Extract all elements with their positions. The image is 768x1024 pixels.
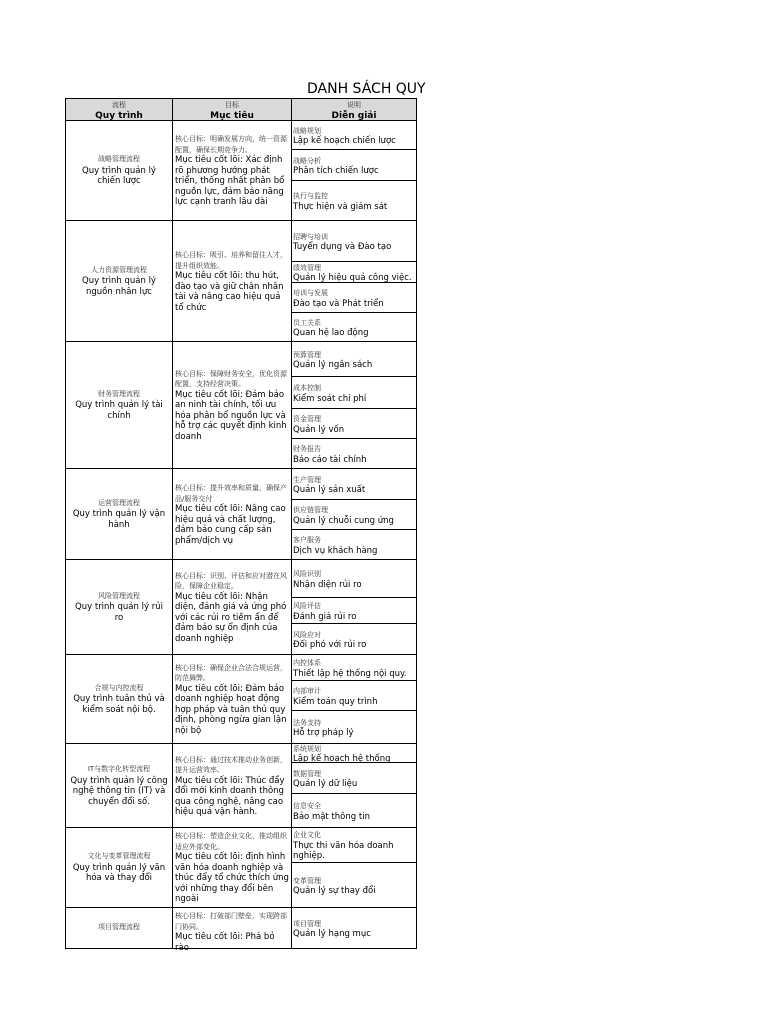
description-cell [291, 220, 417, 262]
description-cell [291, 597, 417, 624]
header-cjk-label: 目标 [225, 101, 239, 109]
description-text: Đào tạo và Phát triển [293, 298, 384, 309]
description-cjk-text: 供应链管理 [293, 506, 328, 514]
objective-cell [172, 907, 292, 953]
objective-text: Mục tiêu cốt lõi: Thúc đẩy đổi mới kinh doanh thông qua công nghệ, nâng cao hiệu quả vận hành. [175, 775, 285, 817]
process-name: Quy trình quản lý chiến lược [82, 165, 156, 187]
description-cjk-text: 系统规划 [293, 744, 321, 753]
description-text: Thực thi văn hóa doanh nghiệp. [293, 840, 394, 862]
process-name: Quy trình tuân thủ và kiểm soát nội bộ. [73, 694, 165, 715]
process-cell [65, 559, 173, 655]
description-text: Thiết lập hệ thống nội quy. [293, 668, 407, 679]
description-cell [291, 762, 417, 794]
description-text: Phân tích chiến lược [293, 166, 379, 176]
description-cjk-text: 成本控制 [293, 384, 321, 392]
description-cell [291, 438, 417, 469]
process-name: Quy trình quản lý tài chính [75, 400, 163, 421]
description-cell [291, 499, 417, 530]
description-text: Dịch vụ khách hàng [293, 545, 378, 556]
process-cjk-name: 风险管理流程 [98, 591, 140, 600]
description-cell [291, 120, 417, 150]
process-cell [65, 827, 173, 908]
header-label: Diễn giải [331, 111, 377, 121]
description-cjk-text: 资金管理 [293, 415, 321, 423]
objective-text: Mục tiêu cốt lõi: Xác định rõ phương hướng phát triển, thống nhất phân bổ nguồn lực, đảm bảo năng lực cạnh tranh lâu dài [175, 155, 285, 208]
description-text: Bảo mật thông tin [293, 811, 370, 822]
process-cell [65, 341, 173, 469]
process-table-viewport [65, 98, 416, 953]
objective-cell [172, 468, 292, 560]
objective-cjk-text: 核心目标：吸引、培养和留住人才，提升组织效能。 [175, 251, 287, 270]
description-cjk-text: 员工关系 [293, 318, 321, 327]
description-text: Tuyển dụng và Đào tạo [293, 242, 392, 252]
description-cjk-text: 企业文化 [293, 831, 321, 840]
description-cjk-text: 数据管理 [293, 769, 321, 778]
description-cjk-text: 风险评估 [293, 602, 321, 610]
header-cell-1 [172, 98, 292, 121]
objective-text: Mục tiêu cốt lõi: thu hút, đào tạo và giữ chân nhân tài và nâng cao hiệu quả tổ chức [175, 271, 284, 313]
description-cjk-text: 招聘与培训 [293, 232, 328, 241]
header-cell-0 [65, 98, 173, 121]
description-cjk-text: 风险识别 [293, 570, 321, 578]
description-cjk-text: 风险应对 [293, 630, 321, 639]
process-cjk-name: 战略管理流程 [98, 155, 140, 164]
description-cell [291, 623, 417, 655]
objective-cell [172, 341, 292, 469]
description-text: Báo cáo tài chính [293, 454, 367, 465]
description-text: Lập kế hoạch hệ thống [293, 754, 391, 764]
description-cjk-text: 执行与监控 [293, 192, 328, 200]
objective-cjk-text: 核心目标：塑造企业文化，推动组织适应外部变化。 [175, 832, 287, 851]
description-cjk-text: 内控体系 [293, 659, 321, 667]
description-cell [291, 149, 417, 181]
process-cjk-name: 人力资源管理流程 [91, 265, 147, 274]
objective-cell [172, 654, 292, 744]
objective-text: Mục tiêu cốt lõi: Nâng cao hiệu quả và chất lượng, đảm bảo cung cấp sản phẩm/dịch vụ [175, 504, 286, 546]
process-cjk-name: 文化与变革管理流程 [87, 852, 151, 861]
description-cell [291, 743, 417, 763]
description-cell [291, 907, 417, 949]
description-cjk-text: 财务报告 [293, 445, 321, 453]
process-cell [65, 120, 173, 221]
description-text: Thực hiện và giám sát [293, 201, 388, 212]
objective-cjk-text: 核心目标：提升效率和质量，确保产品/服务交付 [175, 484, 287, 503]
objective-text: Mục tiêu cốt lõi: Đảm bảo doanh nghiệp hoạt động hợp pháp và tuân thủ quy định, phòng ngừa gian lận nội bộ [175, 683, 287, 736]
description-cell [291, 341, 417, 377]
process-cell [65, 743, 173, 828]
objective-cell [172, 743, 292, 828]
header-cjk-label: 说明 [347, 101, 361, 109]
description-cell [291, 827, 417, 863]
description-text: Hỗ trợ pháp lý [293, 728, 354, 738]
description-cjk-text: 生产管理 [293, 475, 321, 484]
description-text: Quản lý chuỗi cung ứng [293, 515, 394, 526]
process-cell [65, 220, 173, 342]
objective-text: Mục tiêu cốt lõi: Nhận diện, đánh giá và ứng phó với các rủi ro tiềm ẩn để đảm bảo sự ổn định của doanh nghiệp [175, 591, 287, 644]
objective-text: Mục tiêu cốt lõi: Phá bỏ rào [175, 932, 275, 953]
description-cjk-text: 预算管理 [293, 350, 321, 359]
process-name: Quy trình quản lý nguồn nhân lực [82, 276, 156, 297]
process-cell [65, 468, 173, 560]
process-cjk-name: 项目管理流程 [98, 923, 140, 932]
description-text: Quản lý sản xuất [293, 485, 366, 495]
description-cell [291, 862, 417, 908]
header-cjk-label: 流程 [112, 101, 126, 109]
description-cell [291, 180, 417, 221]
objective-cjk-text: 核心目标：保障财务安全，优化资源配置，支持经营决策。 [175, 369, 287, 389]
objective-cjk-text: 核心目标：通过技术推动业务创新，提升运营效率。 [175, 755, 287, 774]
description-cell [291, 282, 417, 313]
description-text: Quản lý ngân sách [293, 360, 373, 370]
description-text: Nhận diện rủi ro [293, 579, 362, 590]
header-label: Mục tiêu [210, 111, 254, 121]
description-cell [291, 408, 417, 439]
description-cell [291, 376, 417, 409]
description-text: Kiểm soát chi phí [293, 393, 367, 404]
description-cell [291, 529, 417, 560]
description-cell [291, 312, 417, 342]
process-cell [65, 654, 173, 744]
description-cjk-text: 战略分析 [293, 156, 321, 165]
description-cjk-text: 变革管理 [293, 876, 321, 885]
description-text: Quản lý hạng mục [293, 929, 371, 939]
process-name: Quy trình quản lý văn hóa và thay đổi [72, 862, 166, 884]
header-label: Quy trình [95, 111, 143, 121]
description-text: Quản lý hiệu quả công việc. [293, 273, 412, 283]
process-name: Quy trình quản lý công nghệ thông tin (IT) và chuyển đổi số. [70, 775, 168, 807]
objective-cjk-text: 核心目标：明确发展方向，统一资源配置，确保长期竞争力。 [175, 135, 287, 154]
description-text: Đối phó với rủi ro [293, 640, 367, 650]
description-cell [291, 680, 417, 711]
description-text: Quản lý sự thay đổi [293, 886, 376, 896]
process-name: Quy trình quản lý vận hành [72, 509, 166, 530]
description-cell [291, 654, 417, 681]
objective-cell [172, 559, 292, 655]
objective-text: Mục tiêu cốt lõi: định hình văn hóa doanh nghiệp và thúc đẩy tổ chức thích ứng với những thay đổi bên ngoài [175, 852, 289, 905]
objective-cell [172, 120, 292, 221]
page-title: DANH SÁCH QUY [307, 81, 426, 97]
header-cell-2 [291, 98, 417, 121]
description-cell [291, 261, 417, 283]
description-text: Quản lý vốn [293, 424, 345, 435]
process-cjk-name: 运营管理流程 [98, 498, 140, 507]
description-cell [291, 559, 417, 598]
description-text: Quan hệ lao động [293, 328, 369, 338]
description-text: Lập kế hoạch chiến lược [293, 136, 396, 146]
process-cjk-name: 财务管理流程 [98, 389, 140, 398]
objective-cell [172, 220, 292, 342]
description-text: Quản lý dữ liệu [293, 779, 358, 789]
description-text: Kiểm toán quy trình [293, 696, 378, 707]
description-cjk-text: 内部审计 [293, 687, 321, 695]
objective-text: Mục tiêu cốt lõi: Đảm bảo an ninh tài chính, tối ưu hóa phân bổ nguồn lực và hỗ trợ các quyết định kinh doanh [175, 389, 287, 442]
description-cjk-text: 法务支持 [293, 718, 321, 727]
description-cjk-text: 绩效管理 [293, 263, 321, 272]
process-cjk-name: 合规与内控流程 [94, 683, 144, 692]
description-cjk-text: 项目管理 [293, 919, 321, 928]
process-cjk-name: IT与数字化转型流程 [87, 765, 151, 773]
description-cjk-text: 客户服务 [293, 536, 321, 544]
description-cjk-text: 信息安全 [293, 802, 321, 810]
objective-cell [172, 827, 292, 908]
description-cell [291, 468, 417, 500]
description-cjk-text: 战略规划 [293, 126, 321, 135]
description-text: Đánh giá rủi ro [293, 611, 357, 622]
description-cjk-text: 培训与发展 [293, 289, 328, 297]
objective-cjk-text: 核心目标：打破部门壁垒，实现跨部门协同。 [175, 912, 287, 931]
objective-cjk-text: 核心目标：确保企业合法合规运营，防范舞弊。 [175, 663, 287, 683]
description-cell [291, 710, 417, 744]
process-cell [65, 907, 173, 949]
process-name: Quy trình quản lý rủi ro [75, 602, 163, 623]
description-cell [291, 793, 417, 828]
objective-cjk-text: 核心目标：识别、评估和应对潜在风险，保障企业稳定。 [175, 571, 287, 591]
